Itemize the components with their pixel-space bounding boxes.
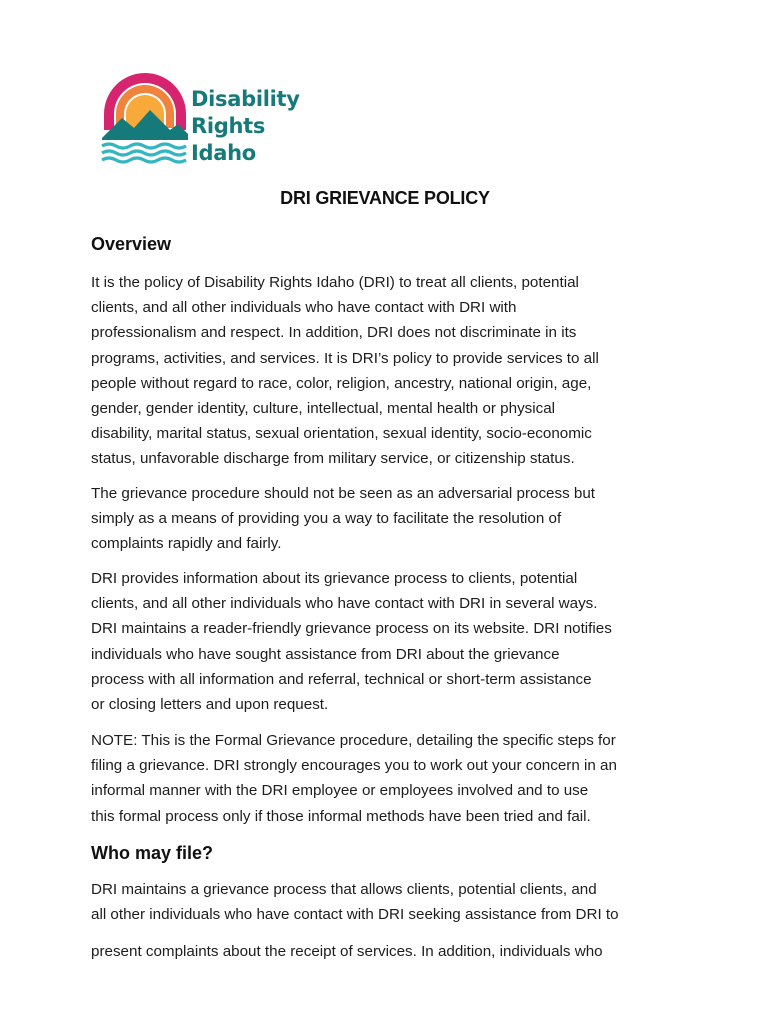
text-line: DRI provides information about its grievance process to clients, potential: [91, 570, 578, 587]
text-line: programs, activities, and services. It is DRI’s policy to provide services to all: [91, 349, 599, 367]
text-line: clients, and all other individuals who have contact with DRI in several ways.: [91, 595, 598, 613]
text-line: simply as a means of providing you a way to facilitate the resolution of: [91, 510, 562, 528]
overview-paragraph-3: [91, 566, 691, 717]
text-line: individuals who have sought assistance from DRI about the grievance: [91, 645, 560, 663]
text-line: NOTE: This is the Formal Grievance procedure, detailing the specific steps for: [91, 732, 616, 749]
logo-line-1: Disability: [191, 87, 300, 111]
sun-mountain-water-logo-icon: [100, 68, 190, 166]
overview-paragraph-2: [91, 481, 691, 557]
text-line: status, unfavorable discharge from military service, or citizenship status.: [91, 450, 575, 468]
who-may-file-paragraph-1: [91, 877, 691, 927]
text-line: gender, gender identity, culture, intellectual, mental health or physical: [91, 400, 556, 418]
text-line: complaints rapidly and fairly.: [91, 535, 282, 553]
text-line: professionalism and respect. In addition, DRI does not discriminate in its: [91, 324, 577, 342]
text-line: disability, marital status, sexual orientation, sexual identity, socio-economic: [91, 425, 592, 443]
text-line: DRI maintains a grievance process that allows clients, potential clients, and: [91, 881, 597, 898]
text-line: filing a grievance. DRI strongly encourages you to work out your concern in an: [91, 757, 617, 775]
text-line: all other individuals who have contact with DRI seeking assistance from DRI to: [91, 906, 619, 924]
who-may-file-paragraph-2: [91, 939, 691, 964]
who-may-file-heading: Who may file?: [91, 843, 214, 863]
text-line: DRI maintains a reader-friendly grievance process on its website. DRI notifies: [91, 620, 612, 638]
text-line: process with all information and referral, technical or short-term assistance: [91, 670, 592, 688]
dri-logo: [100, 68, 300, 166]
text-line: people without regard to race, color, religion, ancestry, national origin, age,: [91, 374, 592, 392]
logo-wordmark: [191, 86, 300, 167]
text-line: present complaints about the receipt of services. In addition, individuals who: [91, 943, 603, 960]
overview-note-paragraph: [91, 728, 691, 829]
text-line: or closing letters and upon request.: [91, 696, 329, 714]
text-line: informal manner with the DRI employee or employees involved and to use: [91, 782, 589, 800]
text-line: It is the policy of Disability Rights Idaho (DRI) to treat all clients, potential: [91, 274, 579, 291]
text-line: this formal process only if those informal methods have been tried and fail.: [91, 807, 591, 825]
text-line: The grievance procedure should not be seen as an adversarial process but: [91, 485, 596, 502]
logo-line-2: Rights: [191, 114, 266, 138]
logo-line-3: Idaho: [191, 141, 256, 165]
overview-paragraph-1: [91, 270, 691, 472]
page-title: DRI GRIEVANCE POLICY: [280, 188, 490, 208]
text-line: clients, and all other individuals who have contact with DRI with: [91, 299, 517, 317]
overview-heading: Overview: [91, 234, 172, 254]
